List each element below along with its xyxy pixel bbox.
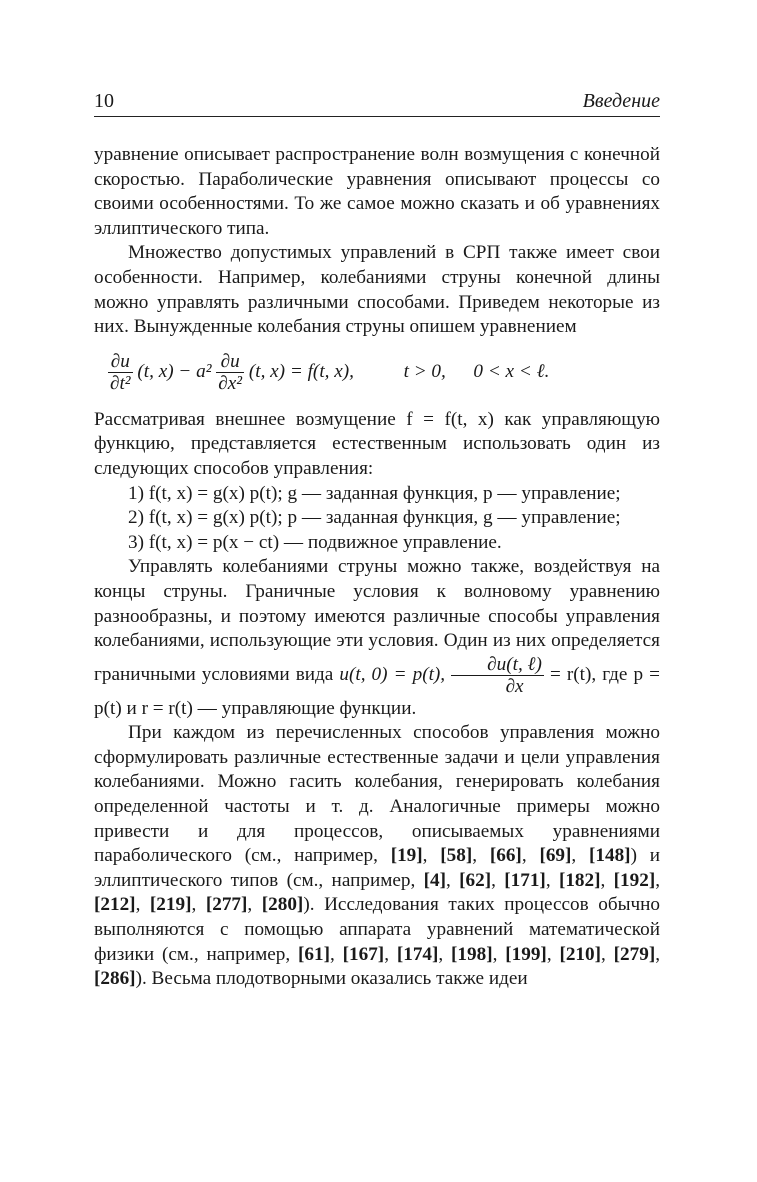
equation-args: (t, x) − a² [137,360,212,382]
citation: [19] [390,845,423,867]
citation: [198] [451,943,493,965]
citation: [148] [589,845,631,867]
citation: [286] [94,968,136,990]
fraction-numerator: ∂u [108,351,133,373]
paragraph-4-end: управляющие функции. [221,697,417,719]
fraction-denominator: ∂t² [110,372,131,394]
paragraph-4 [94,555,660,721]
references-group-1: [19], [58], [66], [69], [148]) [390,845,637,867]
citation: [212] [94,894,136,916]
fraction-numerator: ∂u(t, ℓ) [451,654,544,676]
references-group-2: [4], [62], [171], [182], [192], [212], [219], [277], [280] [94,869,661,916]
paragraph-4-start: Управлять колебаниями струны можно также, воздействуя на концы струны. Граничные условия к волновому уравнению разнообразны, и поэтому имеются различные способы управления колебаниями, использующие эти условия. Один из них определяется граничными условиями вида [94,556,660,685]
page-header [94,88,660,117]
citation: [192] [613,869,656,891]
paragraph-5-part-d: ). Весьма плодотворными оказались также идеи [135,968,528,990]
citation: [182] [558,869,601,891]
citation: [62] [459,869,492,891]
citation: [219] [149,894,192,916]
citation: [277] [205,894,248,916]
wave-equation [94,351,660,399]
control-method-2: 2) f(t, x) = g(x) p(t); p — заданная функция, g — управление; [128,507,621,529]
citation: [174] [396,943,439,965]
citation: [199] [505,943,547,965]
paragraph-5-part-b: и эллиптического типов (см., например, [94,845,661,891]
control-method-3: 3) f(t, x) = p(x − ct) — подвижное управление. [128,531,502,553]
paragraph-5-part-c: ). Исследования таких процессов обычно выполняются с помощью аппарата уравнений математической физики (см., например, [94,894,660,965]
fraction-denominator: ∂x [505,675,524,697]
body-text [94,143,660,992]
paragraph-3: Рассматривая внешнее возмущение f = f(t, x) как управляющую функцию, представляется естественным использовать один из следующих способов управления: [94,408,660,479]
citation: [58] [440,845,473,867]
citation: [171] [504,869,546,891]
fraction-denominator: ∂x² [218,372,243,394]
references-group-3: [61], [167], [174], [198], [199], [210], [279], [286] [94,943,661,990]
equation-rhs: (t, x) = f(t, x), [248,360,354,382]
equation-body [108,351,549,394]
fraction-du-dx2 [216,351,244,394]
citation: [4] [423,869,446,891]
running-title: Введение [582,90,660,112]
fraction-numerator: ∂u [216,351,244,373]
condition-t: t > 0, [403,360,446,382]
boundary-condition-1: u(t, 0) = p(t), [339,663,446,685]
control-method-1: 1) f(t, x) = g(x) p(t); g — заданная функция, p — управление; [128,482,621,504]
citation: [61] [298,943,330,965]
citation: [167] [342,943,385,965]
paragraph-2: Множество допустимых управлений в СРП также имеет свои особенности. Например, колебаниями струны конечной длины можно управлять различными способами. Приведем некоторые из них. Вынужденные колебания струны опишем уравнением [94,242,660,338]
fraction-du-dx [451,654,544,697]
citation: [69] [539,845,572,867]
paragraph-5 [94,721,660,992]
condition-x: 0 < x < ℓ. [473,360,550,382]
boundary-condition-2: = r(t), где p = p(t) и r = r(t) — [94,663,660,719]
fraction-du-dt2 [108,351,133,394]
paragraph-5-part-a: При каждом из перечисленных способов управления можно сформулировать различные естественные задачи и цели управления колебаниями. Можно гасить колебания, генерировать колебания определенной частоты и т. д. Аналогичные примеры можно привести и для процессов, описываемых уравнениями параболического (см., например, [94,722,660,867]
paragraph-1: уравнение описывает распространение волн возмущения с конечной скоростью. Параболические уравнения описывают процессы со своими особенностями. То же самое можно сказать и об уравнениях эллиптического типа. [94,144,660,239]
citation: [280] [261,894,304,916]
citation: [210] [559,943,602,965]
page-number: 10 [94,90,114,112]
citation: [66] [489,845,522,867]
citation: [279] [613,943,656,965]
